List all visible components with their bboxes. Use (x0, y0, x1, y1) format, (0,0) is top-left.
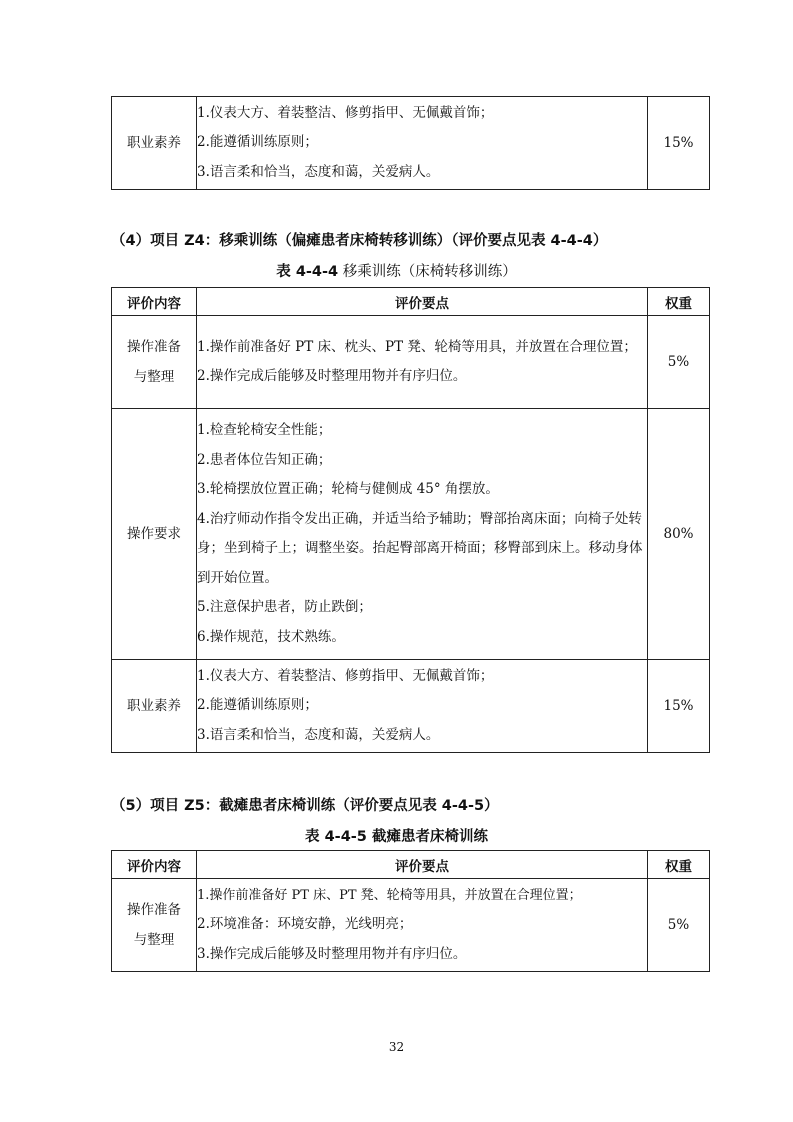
point-line: 5.注意保护患者，防止跌倒； (197, 599, 372, 615)
header-weight: 权重 (648, 851, 710, 879)
point-line: 2.环境准备：环境安静，光线明亮； (197, 916, 413, 933)
point-line: 1.仪表大方、着装整洁、修剪指甲、无佩戴首饰； (197, 104, 494, 121)
row-weight: 15% (648, 660, 710, 753)
row-label-line: 操作准备 (127, 339, 181, 355)
point-line: 3.操作完成后能够及时整理用物并有序归位。 (197, 945, 467, 962)
table-row (112, 660, 710, 753)
row-weight: 5% (648, 879, 710, 972)
section-heading-z5: （5）项目 Z5：截瘫患者床椅训练（评价要点见表 4-4-5） (111, 798, 499, 814)
row-label-line: 与整理 (133, 369, 175, 385)
table-header-row (112, 851, 710, 879)
table-continuation (111, 96, 710, 190)
row-weight: 80% (648, 409, 710, 660)
row-points (197, 660, 648, 753)
row-label: 职业素养 (112, 97, 197, 190)
point-line: 1.操作前准备好 PT 床、PT 凳、轮椅等用具，并放置在合理位置； (197, 887, 582, 903)
point-line: 3.语言柔和恰当，态度和蔼，关爱病人。 (197, 726, 440, 743)
table-row (112, 409, 710, 660)
header-evaluation-points: 评价要点 (197, 851, 648, 879)
header-evaluation-content: 评价内容 (112, 288, 197, 316)
table-row (112, 879, 710, 972)
point-line: 3.轮椅摆放位置正确；轮椅与健侧成 45° 角摆放。 (197, 481, 499, 497)
row-points (197, 409, 648, 660)
caption-number: 表 4-4-4 (276, 264, 339, 280)
point-line: 2.能遵循训练原则； (197, 697, 318, 714)
point-line: 4.治疗师动作指令发出正确，并适当给予辅助；臀部抬离床面；向椅子处转身；坐到椅子上；调整坐姿。抬起臀部离开椅面；移臀部到床上。移动身体到开始位置。 (197, 510, 643, 586)
row-label-line: 与整理 (133, 932, 175, 948)
caption-text: 移乘训练（床椅转移训练） (342, 264, 517, 280)
table-4-4-4 (111, 287, 710, 753)
point-line: 1.仪表大方、着装整洁、修剪指甲、无佩戴首饰； (197, 667, 494, 684)
row-label (112, 316, 197, 409)
header-weight: 权重 (648, 288, 710, 316)
table-header-row (112, 288, 710, 316)
row-points (197, 97, 648, 190)
point-line: 3.语言柔和恰当，态度和蔼，关爱病人。 (197, 163, 440, 180)
header-evaluation-content: 评价内容 (112, 851, 197, 879)
section-heading-z4: （4）项目 Z4：移乘训练（偏瘫患者床椅转移训练）（评价要点见表 4-4-4） (111, 233, 608, 249)
table-4-4-5 (111, 850, 710, 972)
point-line: 1.操作前准备好 PT 床、枕头、PT 凳、轮椅等用具，并放置在合理位置； (197, 338, 637, 355)
row-points (197, 316, 648, 409)
point-line: 1.检查轮椅安全性能； (197, 422, 332, 438)
point-line: 2.患者体位告知正确； (197, 451, 332, 468)
header-evaluation-points: 评价要点 (197, 288, 648, 316)
caption-text: 表 4-4-5 截瘫患者床椅训练 (305, 829, 488, 845)
row-points (197, 879, 648, 972)
row-label-line: 操作准备 (127, 902, 181, 918)
point-line: 2.能遵循训练原则； (197, 134, 318, 151)
point-line: 2.操作完成后能够及时整理用物并有序归位。 (197, 368, 467, 384)
row-label (112, 879, 197, 972)
row-weight: 15% (648, 97, 710, 190)
row-label: 职业素养 (112, 660, 197, 753)
row-label: 操作要求 (112, 409, 197, 660)
table-row (112, 97, 710, 190)
table-caption-4-4-4 (0, 260, 793, 281)
row-weight: 5% (648, 316, 710, 409)
table-caption-4-4-5 (0, 825, 793, 846)
table-row (112, 316, 710, 409)
point-line: 6.操作规范，技术熟练。 (197, 628, 345, 645)
page-number: 32 (388, 1040, 405, 1054)
